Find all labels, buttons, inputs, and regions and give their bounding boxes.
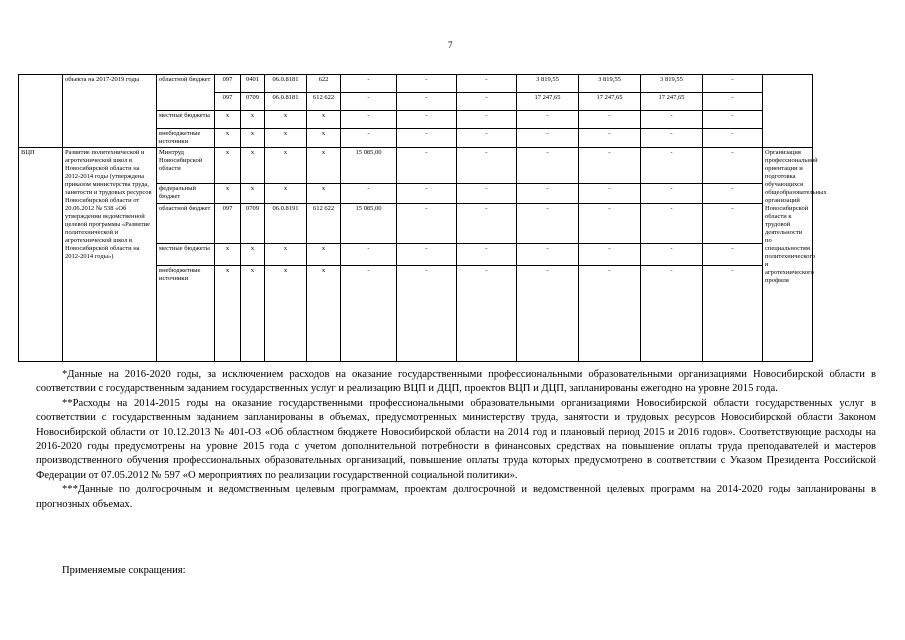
value-cell: - [579,244,641,266]
program-code-cell: ВЦП [19,148,63,362]
page-number: 7 [448,40,453,50]
value-cell: - [517,111,579,129]
value-cell: - [579,266,641,362]
value-cell: x [241,129,265,148]
value-cell: - [517,244,579,266]
funding-source-cell: местные бюджеты [157,244,215,266]
value-cell: - [517,266,579,362]
value-cell: 06.0.8191 [265,204,307,244]
table-row [19,75,887,93]
value-cell: x [307,129,341,148]
value-cell: 17 247,65 [517,93,579,111]
value-cell: - [457,204,517,244]
value-cell: x [307,148,341,184]
value-cell: x [265,266,307,362]
value-cell: - [579,184,641,204]
value-cell: - [641,111,703,129]
value-cell: - [341,75,397,93]
value-cell: x [241,244,265,266]
value-cell: x [215,266,241,362]
value-cell: 17 247,65 [579,93,641,111]
value-cell: - [703,148,763,184]
value-cell: - [517,204,579,244]
program-code-cell [19,75,63,148]
value-cell: 3 819,55 [579,75,641,93]
result-cell [763,75,813,148]
value-cell: - [457,93,517,111]
value-cell: x [215,184,241,204]
value-cell: - [457,266,517,362]
abbreviations-heading: Применяемые сокращения: [62,565,186,576]
value-cell: 612 622 [307,93,341,111]
value-cell: - [397,266,457,362]
value-cell: 622 [307,75,341,93]
result-cell: Организация профессиональной ориентации и подготовка обучающихся общеобразовательных организаций Новосибирской области к трудовой деятельности по специальностям политехнического и агротехнического профиля [763,148,813,362]
value-cell: - [703,129,763,148]
value-cell: 612 622 [307,204,341,244]
value-cell: 06.0.8181 [265,75,307,93]
value-cell: 17 247,65 [641,93,703,111]
value-cell: 097 [215,75,241,93]
value-cell: - [703,244,763,266]
value-cell: - [517,148,579,184]
value-cell: - [703,93,763,111]
value-cell: x [265,129,307,148]
funding-source-cell: федеральный бюджет [157,184,215,204]
value-cell: - [397,184,457,204]
budget-table [18,74,887,362]
value-cell: - [457,148,517,184]
value-cell: - [641,129,703,148]
value-cell: - [457,129,517,148]
value-cell: - [457,244,517,266]
value-cell: - [397,204,457,244]
value-cell: x [241,266,265,362]
program-name-cell: объекта на 2017-2019 годы [63,75,157,148]
value-cell: - [579,111,641,129]
value-cell: - [341,93,397,111]
value-cell: x [241,148,265,184]
value-cell: x [307,244,341,266]
funding-source-cell: внебюджетные источники [157,266,215,362]
value-cell: - [703,111,763,129]
footnote-3: ***Данные по долгосрочным и ведомственным целевым программам, проектам долгосрочной и ведомственной целевых программ на 2014-2020 годы запланированы в прогнозных объемах. [36,484,876,510]
value-cell: - [641,148,703,184]
value-cell: x [265,148,307,184]
value-cell: 0401 [241,75,265,93]
value-cell: - [517,184,579,204]
value-cell: x [215,111,241,129]
value-cell: - [397,129,457,148]
funding-source-cell: областной бюджет [157,75,215,111]
footnote-1: *Данные на 2016-2020 годы, за исключением расходов на оказание государственными профессиональными образовательными организациями Новосибирской области в соответствии с государственным заданием государственных услуг и реализацию ВЦП и ДЦП, проектов ВЦП и ДЦП, запланированы ежегодно на уровне 2015 года. [36,369,876,395]
value-cell: - [641,204,703,244]
value-cell: x [307,184,341,204]
value-cell: 3 819,55 [641,75,703,93]
value-cell: - [397,148,457,184]
value-cell: - [703,75,763,93]
value-cell: 3 819,55 [517,75,579,93]
value-cell: - [397,93,457,111]
value-cell: x [265,111,307,129]
value-cell: - [641,244,703,266]
value-cell: x [265,244,307,266]
value-cell: x [215,129,241,148]
value-cell: - [341,129,397,148]
value-cell: - [703,184,763,204]
value-cell: 06.0.8181 [265,93,307,111]
value-cell: x [307,111,341,129]
funding-source-cell: внебюджетные источники [157,129,215,148]
value-cell: - [703,204,763,244]
value-cell: x [265,184,307,204]
value-cell: - [703,266,763,362]
value-cell: x [307,266,341,362]
value-cell: - [579,204,641,244]
table-row [19,148,887,184]
value-cell: x [241,111,265,129]
value-cell: - [641,266,703,362]
program-name-cell: Развитие политехнической и агротехнической школ в Новосибирской области на 2012-2014 годы (утверждена приказом министерства труда, занятости и трудовых ресурсов Новосибирской области от 20.06.2012 № 538 «Об утверждении ведомственной целевой программы «Развитие политехнической и агротехнической школ в Новосибирской области на 2012-2014 годы») [63,148,157,362]
footnote-2: **Расходы на 2014-2015 годы на оказание государственными профессиональными образовательными организациями Новосибирской области государственных услуг в соответствии с государственным заданием запланированы в объемах, предусмотренных министерству труда, занятости и трудовых ресурсов Новосибирской области Законом Новосибирской области от 10.12.2013 № 401-ОЗ «Об областном бюджете Новосибирской области на 2014 год и плановый период 2015 и 2016 годов». Соответствующие расходы на 2016-2020 годы предусмотрены на уровне 2015 года с учетом дополнительной потребности в финансовых средствах на повышение оплаты труда преподавателей и мастеров производственного обучения профессиональных образовательных организаций, повышение оплаты труда которых предусмотрено в соответствии с Указом Президента Российской Федерации от 07.05.2012 № 597 «О мероприятиях по реализации государственной социальной политики». [36,397,876,481]
funding-source-cell: Минтруд Новосибирской области [157,148,215,184]
value-cell: x [215,244,241,266]
funding-source-cell: местные бюджеты [157,111,215,129]
footnotes [36,368,876,512]
value-cell: 0709 [241,204,265,244]
value-cell: - [641,184,703,204]
value-cell: - [341,111,397,129]
value-cell: 15 085,00 [341,204,397,244]
value-cell: - [397,75,457,93]
value-cell: 097 [215,93,241,111]
value-cell: - [457,111,517,129]
value-cell: - [397,111,457,129]
value-cell: - [341,184,397,204]
value-cell: - [579,129,641,148]
value-cell: - [341,266,397,362]
value-cell: 0709 [241,93,265,111]
value-cell: - [457,184,517,204]
value-cell: - [341,244,397,266]
value-cell: - [517,129,579,148]
value-cell: - [397,244,457,266]
value-cell: - [457,75,517,93]
value-cell: - [579,148,641,184]
funding-source-cell: областной бюджет [157,204,215,244]
value-cell: x [241,184,265,204]
value-cell: 097 [215,204,241,244]
value-cell: x [215,148,241,184]
value-cell: 15 085,00 [341,148,397,184]
